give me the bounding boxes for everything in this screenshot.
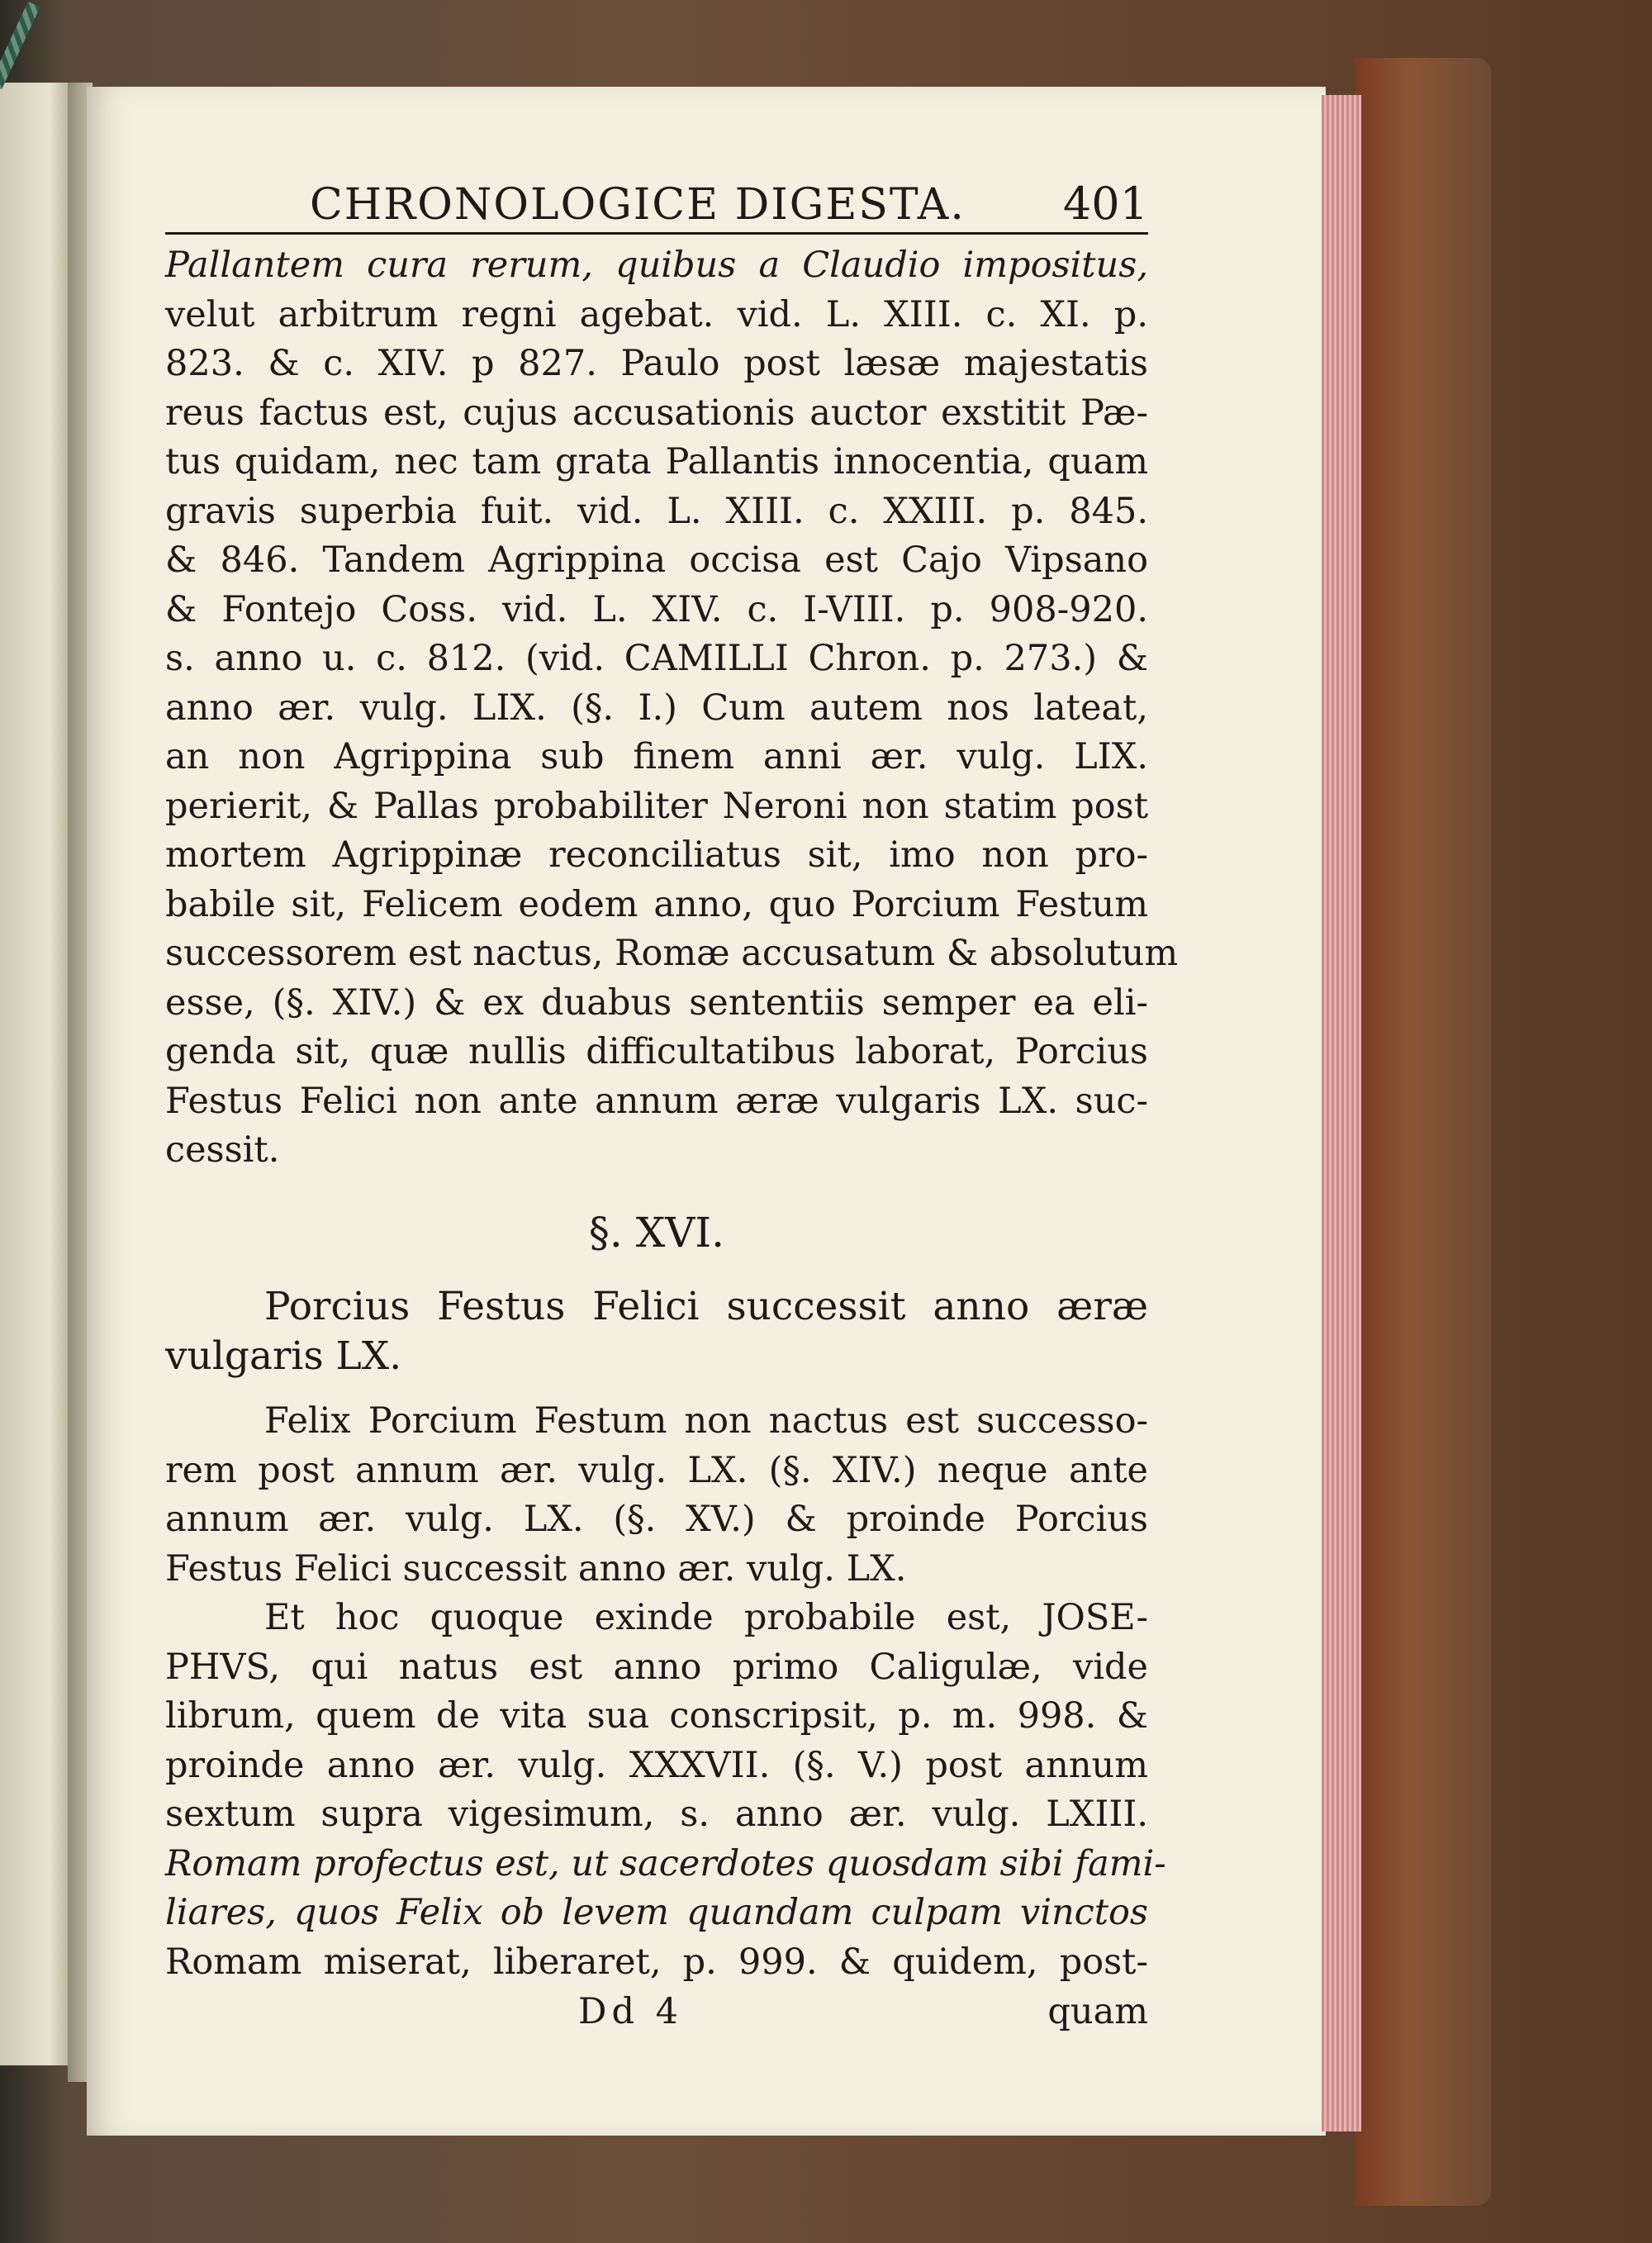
text-line: 823. & c. XIV. p 827. Paulo post læsæ majestatis xyxy=(165,343,1148,384)
text-line: an non Agrippina sub finem anni ær. vulg. LIX. xyxy=(165,736,1148,777)
paragraph-2 xyxy=(165,1397,1148,1594)
text-line: Et hoc quoque exinde probabile est, JOSE- xyxy=(264,1597,1148,1638)
text-line: genda sit, quæ nullis difficultatibus laborat, Porcius xyxy=(165,1031,1148,1072)
text-line: liares, quos Felix ob levem quandam culpam vinctos xyxy=(165,1892,1148,1933)
text-line: Romam profectus est, ut sacerdotes quosdam sibi fami- xyxy=(165,1842,1166,1884)
text-line: babile sit, Felicem eodem anno, quo Porcium Festum xyxy=(165,883,1148,925)
catchword: quam xyxy=(1047,1991,1148,2032)
text-line: annum ær. vulg. LX. (§. XV.) & proinde Porcius xyxy=(165,1499,1148,1540)
page-footer xyxy=(165,1987,1148,2036)
text-line: esse, (§. XIV.) & ex duabus sententiis semper ea eli- xyxy=(165,981,1148,1024)
book-cover-right xyxy=(1355,58,1491,2206)
text-line: perierit, & Pallas probabiliter Neroni non statim post xyxy=(165,785,1148,827)
running-title: CHRONOLOGICE DIGESTA. xyxy=(310,180,966,230)
paragraph-3 xyxy=(165,1594,1166,1987)
text-line: proinde anno ær. vulg. XXXVII. (§. V.) post annum xyxy=(165,1744,1148,1786)
section-summary xyxy=(165,1282,1148,1380)
summary-line: vulgaris LX. xyxy=(165,1333,402,1379)
facing-page-edge xyxy=(0,83,70,2065)
text-line: reus factus est, cujus accusationis auctor exstitit Pæ- xyxy=(165,392,1148,434)
text-line: & Fontejo Coss. vid. L. XIV. c. I-VIII. p. 908-920. xyxy=(165,588,1148,630)
text-line: cessit. xyxy=(165,1129,280,1171)
header-rule xyxy=(165,232,1148,235)
summary-line: Porcius Festus Felici successit anno æræ xyxy=(264,1284,1148,1329)
text-line: sextum supra vigesimum, s. anno ær. vulg. LXIII. xyxy=(165,1794,1148,1835)
text-line: mortem Agrippinæ reconciliatus sit, imo non pro- xyxy=(165,834,1148,876)
text-line: & 846. Tandem Agrippina occisa est Cajo Vipsano xyxy=(165,539,1148,581)
text-line: rem post annum ær. vulg. LX. (§. XIV.) neque ante xyxy=(165,1449,1148,1491)
text-line: librum, quem de vita sua conscripsit, p. m. 998. & xyxy=(165,1695,1148,1737)
text-line: anno ær. vulg. LIX. (§. I.) Cum autem nos lateat, xyxy=(165,687,1148,729)
page-text-block xyxy=(165,178,1179,2036)
page-edges-red xyxy=(1322,95,1361,2131)
section-heading: §. XVI. xyxy=(588,1208,725,1257)
text-line: Romam miserat, liberaret, p. 999. & quidem, post- xyxy=(165,1941,1148,1983)
text-line: successorem est nactus, Romæ accusatum & absolutum xyxy=(165,933,1179,974)
text-line: tus quidam, nec tam grata Pallantis innocentia, quam xyxy=(165,441,1148,482)
text-line: PHVS, qui natus est anno primo Caligulæ, vide xyxy=(165,1646,1148,1688)
text-line: s. anno u. c. 812. (vid. CAMILLI Chron. p. 273.) & xyxy=(165,638,1148,679)
signature-mark: Dd 4 xyxy=(578,1991,684,2032)
text-line: Festus Felici non ante annum æræ vulgaris LX. suc- xyxy=(165,1080,1148,1122)
text-line: Festus Felici successit anno ær. vulg. LX. xyxy=(165,1547,907,1590)
text-line: Felix Porcium Festum non nactus est successo- xyxy=(264,1400,1148,1442)
text-line: velut arbitrum regni agebat. vid. L. XIII. c. XI. p. xyxy=(165,293,1148,335)
page-number: 401 xyxy=(1062,178,1148,230)
text-line: Pallantem cura rerum, quibus a Claudio impositus, xyxy=(165,245,1148,286)
running-header xyxy=(165,178,1148,229)
paragraph-1 xyxy=(165,241,1179,1176)
text-line: gravis superbia fuit. vid. L. XIII. c. XXIII. p. 845. xyxy=(165,490,1148,532)
